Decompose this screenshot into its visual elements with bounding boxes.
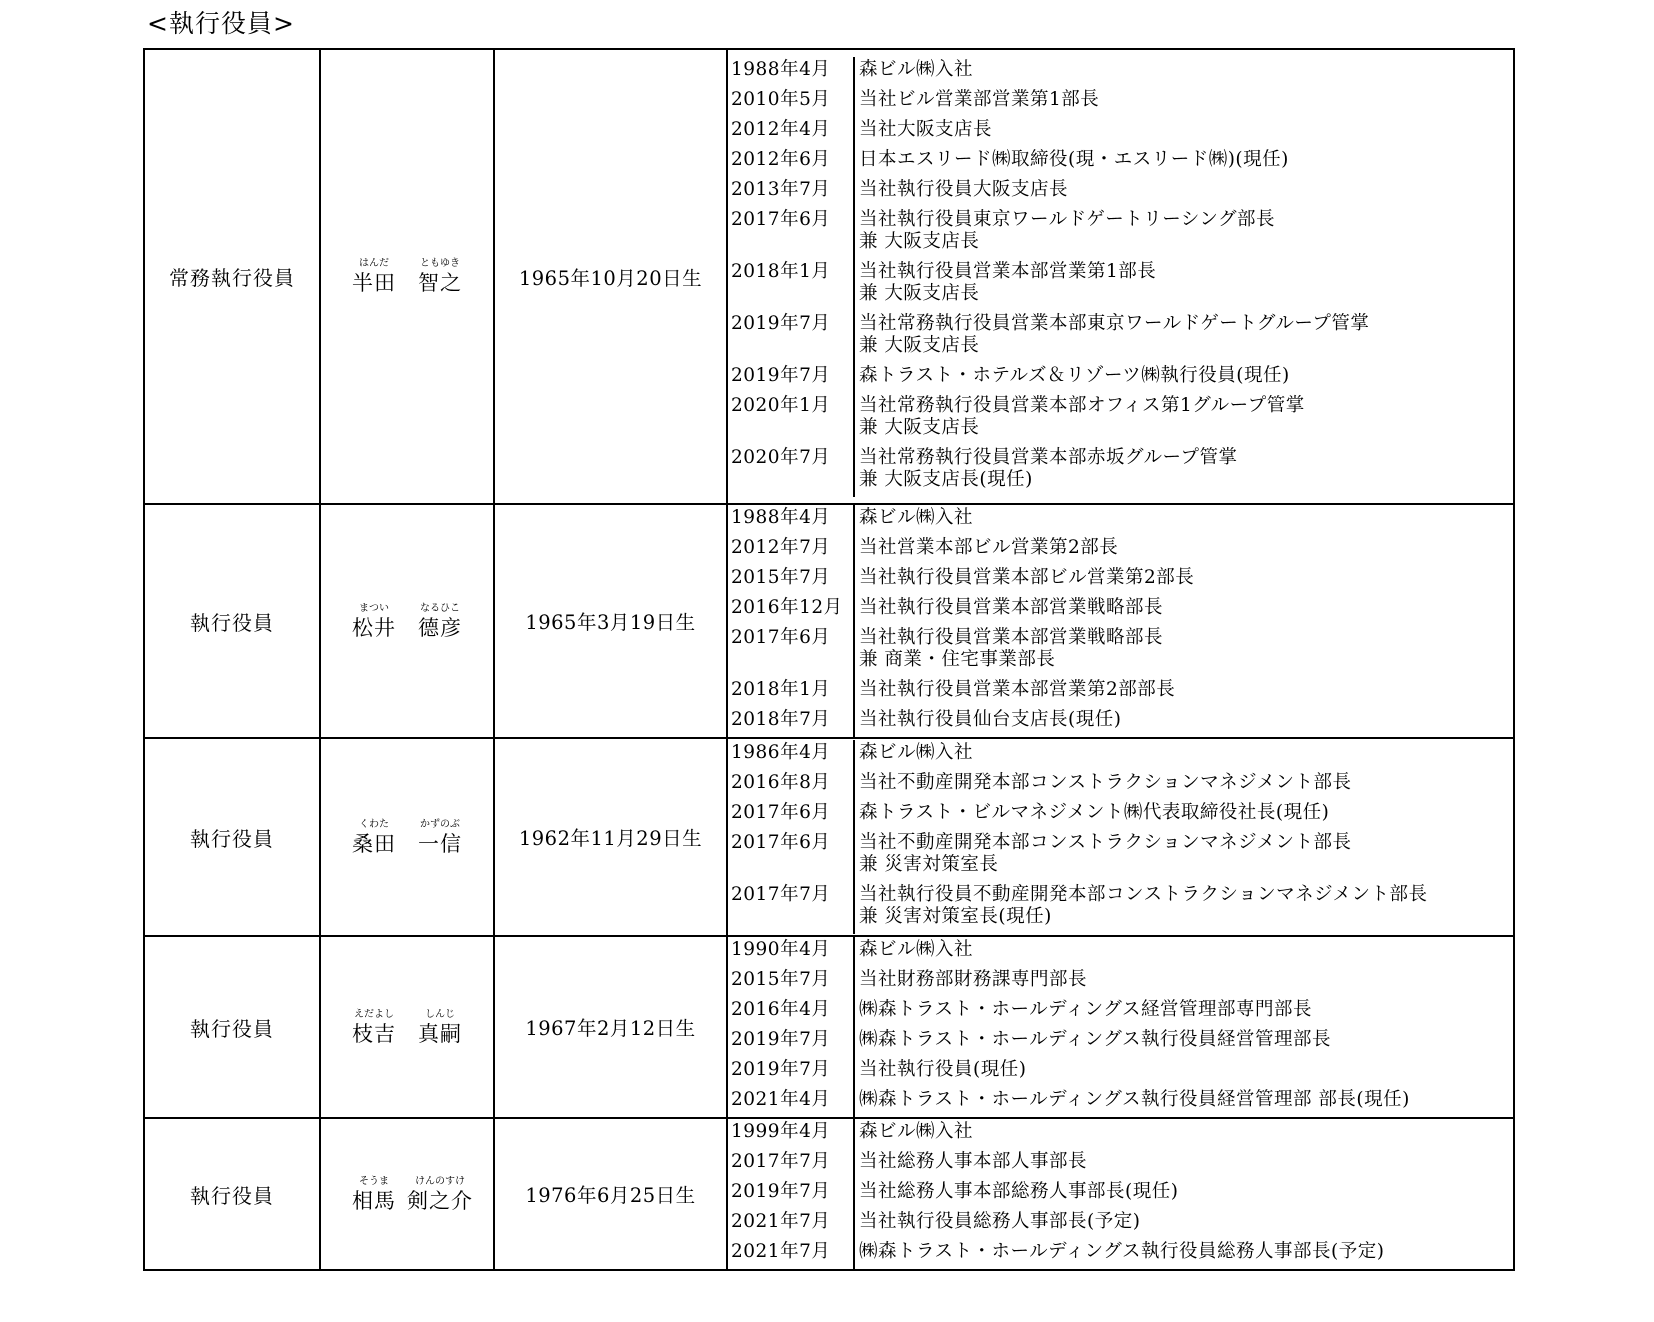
name-kanji bbox=[341, 1188, 473, 1214]
history-line: 当社執行役員営業本部営業第1部長 bbox=[859, 260, 1157, 282]
history-line: 当社執行役員営業本部ビル営業第2部長 bbox=[859, 567, 1195, 588]
history-line: ㈱森トラスト・ホールディングス執行役員経営管理部 部長(現任) bbox=[859, 1089, 1410, 1110]
name-kanji bbox=[341, 270, 473, 296]
history-line: 兼 大阪支店長 bbox=[859, 334, 980, 356]
history-entry bbox=[855, 311, 1513, 363]
history-line: 当社執行役員総務人事部長(予定) bbox=[859, 1211, 1141, 1232]
name-furigana bbox=[341, 1175, 473, 1188]
history-date: 2017年6月 bbox=[728, 830, 855, 882]
history-line: 森トラスト・ビルマネジメント㈱代表取締役社長(現任) bbox=[859, 802, 1330, 823]
history-date: 2015年7月 bbox=[728, 565, 855, 595]
history-line: 森ビル㈱入社 bbox=[859, 939, 974, 960]
history-entry bbox=[855, 535, 1513, 565]
history-line: 兼 大阪支店長 bbox=[859, 282, 980, 304]
history-line: 兼 災害対策室長 bbox=[859, 854, 999, 875]
birth-cell bbox=[494, 936, 727, 1118]
history-entry bbox=[855, 882, 1513, 934]
family-name: 枝吉 bbox=[352, 1021, 396, 1046]
history-date: 2018年1月 bbox=[728, 259, 855, 311]
history-entry bbox=[855, 707, 1513, 737]
history-date: 2018年7月 bbox=[728, 707, 855, 737]
history-entry bbox=[855, 595, 1513, 625]
family-name: 相馬 bbox=[352, 1188, 396, 1213]
family-name: 桑田 bbox=[352, 831, 396, 856]
history-date: 2019年7月 bbox=[728, 1027, 855, 1057]
history-date: 2016年8月 bbox=[728, 770, 855, 800]
furigana-given: けんのすけ bbox=[415, 1175, 465, 1187]
history-date: 2020年7月 bbox=[728, 445, 855, 497]
officers-table bbox=[143, 48, 1515, 1271]
history-date: 1999年4月 bbox=[728, 1119, 855, 1149]
career-history bbox=[728, 505, 1513, 737]
history-date: 2012年6月 bbox=[728, 147, 855, 177]
birth-date: 1965年3月19日生 bbox=[525, 611, 696, 634]
history-date: 2017年6月 bbox=[728, 625, 855, 677]
history-date: 2013年7月 bbox=[728, 177, 855, 207]
history-entry bbox=[855, 830, 1513, 882]
history-entry bbox=[855, 1057, 1513, 1087]
history-entry bbox=[855, 363, 1513, 393]
history-date: 2010年5月 bbox=[728, 87, 855, 117]
history-date: 1988年4月 bbox=[728, 57, 855, 87]
history-line: 兼 大阪支店長 bbox=[859, 230, 980, 252]
birth-cell bbox=[494, 738, 727, 936]
history-date: 2012年7月 bbox=[728, 535, 855, 565]
history-date: 2012年4月 bbox=[728, 117, 855, 147]
officer-row bbox=[144, 504, 1514, 738]
officer-name bbox=[341, 1175, 473, 1214]
history-line: 当社執行役員仙台支店長(現任) bbox=[859, 709, 1122, 730]
history-line: 兼 災害対策室長(現任) bbox=[859, 906, 1052, 927]
history-line: 当社不動産開発本部コンストラクションマネジメント部長 bbox=[859, 772, 1352, 793]
history-entry bbox=[855, 937, 1513, 967]
history-entry bbox=[855, 445, 1513, 497]
officer-title: 執行役員 bbox=[190, 610, 274, 635]
career-history bbox=[728, 57, 1513, 497]
history-line: 当社営業本部ビル営業第2部長 bbox=[859, 537, 1119, 558]
furigana-family: くわた bbox=[359, 818, 389, 830]
history-entry bbox=[855, 1179, 1513, 1209]
history-date: 2019年7月 bbox=[728, 1057, 855, 1087]
history-line: 当社常務執行役員営業本部赤坂グループ管掌 bbox=[859, 446, 1238, 468]
history-line: 当社総務人事本部総務人事部長(現任) bbox=[859, 1181, 1179, 1202]
career-history bbox=[728, 740, 1513, 934]
birth-cell bbox=[494, 1118, 727, 1270]
family-name: 半田 bbox=[352, 271, 396, 295]
history-entry bbox=[855, 1149, 1513, 1179]
name-kanji bbox=[341, 831, 473, 857]
furigana-given: かずのぶ bbox=[420, 818, 460, 830]
history-entry bbox=[855, 565, 1513, 595]
history-entry bbox=[855, 393, 1513, 445]
history-line: 当社執行役員(現任) bbox=[859, 1059, 1027, 1080]
officer-name bbox=[341, 602, 473, 641]
name-furigana bbox=[341, 257, 473, 270]
history-entry bbox=[855, 177, 1513, 207]
given-name: 一信 bbox=[418, 831, 462, 856]
history-date: 2019年7月 bbox=[728, 311, 855, 363]
furigana-given: ともゆき bbox=[420, 258, 460, 269]
birth-date: 1962年11月29日生 bbox=[518, 827, 703, 850]
furigana-family: そうま bbox=[359, 1175, 389, 1187]
birth-date: 1976年6月25日生 bbox=[525, 1184, 696, 1207]
officer-row bbox=[144, 738, 1514, 936]
name-cell bbox=[320, 504, 494, 738]
history-line: 当社執行役員大阪支店長 bbox=[859, 178, 1069, 200]
history-date: 2021年7月 bbox=[728, 1209, 855, 1239]
history-line: ㈱森トラスト・ホールディングス経営管理部専門部長 bbox=[859, 999, 1313, 1020]
furigana-given: なるひこ bbox=[420, 602, 460, 614]
history-line: 当社常務執行役員営業本部オフィス第1グループ管掌 bbox=[859, 394, 1305, 416]
officer-name bbox=[341, 818, 473, 857]
history-date: 2017年7月 bbox=[728, 1149, 855, 1179]
history-date: 2015年7月 bbox=[728, 967, 855, 997]
given-name: 真嗣 bbox=[418, 1021, 462, 1046]
furigana-family: えだよし bbox=[354, 1008, 394, 1020]
officer-title: 常務執行役員 bbox=[169, 266, 295, 290]
history-line: 森ビル㈱入社 bbox=[859, 507, 974, 528]
birth-cell bbox=[494, 504, 727, 738]
history-line: 当社執行役員東京ワールドゲートリーシング部長 bbox=[859, 208, 1276, 230]
name-cell bbox=[320, 936, 494, 1118]
history-line: 森ビル㈱入社 bbox=[859, 58, 974, 80]
history-entry bbox=[855, 1087, 1513, 1117]
history-date: 2020年1月 bbox=[728, 393, 855, 445]
history-entry bbox=[855, 740, 1513, 770]
history-date: 2017年6月 bbox=[728, 207, 855, 259]
career-history bbox=[728, 1119, 1513, 1269]
history-line: ㈱森トラスト・ホールディングス執行役員総務人事部長(予定) bbox=[859, 1241, 1385, 1262]
officer-title: 執行役員 bbox=[190, 1016, 274, 1041]
career-history bbox=[728, 937, 1513, 1117]
name-furigana bbox=[341, 602, 473, 615]
history-date: 1988年4月 bbox=[728, 505, 855, 535]
history-line: 当社執行役員営業本部営業第2部部長 bbox=[859, 679, 1176, 700]
history-entry bbox=[855, 259, 1513, 311]
officer-row bbox=[144, 49, 1514, 504]
officer-title: 執行役員 bbox=[190, 1183, 274, 1208]
history-entry bbox=[855, 625, 1513, 677]
history-entry bbox=[855, 1027, 1513, 1057]
history-date: 1990年4月 bbox=[728, 937, 855, 967]
history-line: 当社執行役員不動産開発本部コンストラクションマネジメント部長 bbox=[859, 884, 1428, 905]
history-line: 当社大阪支店長 bbox=[859, 118, 993, 140]
name-cell bbox=[320, 49, 494, 504]
history-cell bbox=[727, 936, 1514, 1118]
history-line: 当社執行役員営業本部営業戦略部長 bbox=[859, 597, 1164, 618]
history-line: 兼 大阪支店長 bbox=[859, 416, 980, 438]
history-entry bbox=[855, 207, 1513, 259]
history-entry bbox=[855, 147, 1513, 177]
history-line: 当社ビル営業部営業第1部長 bbox=[859, 88, 1100, 110]
name-kanji bbox=[341, 615, 473, 641]
history-line: 当社執行役員営業本部営業戦略部長 bbox=[859, 627, 1164, 648]
history-entry bbox=[855, 117, 1513, 147]
history-line: 当社不動産開発本部コンストラクションマネジメント部長 bbox=[859, 832, 1352, 853]
history-cell bbox=[727, 1118, 1514, 1270]
history-date: 2016年4月 bbox=[728, 997, 855, 1027]
name-furigana bbox=[341, 1008, 473, 1021]
furigana-family: まつい bbox=[359, 602, 389, 614]
history-entry bbox=[855, 967, 1513, 997]
history-entry bbox=[855, 1209, 1513, 1239]
family-name: 松井 bbox=[352, 615, 396, 640]
name-cell bbox=[320, 738, 494, 936]
birth-cell bbox=[494, 49, 727, 504]
title-cell bbox=[144, 738, 320, 936]
history-date: 2017年7月 bbox=[728, 882, 855, 934]
history-cell bbox=[727, 738, 1514, 936]
history-entry bbox=[855, 677, 1513, 707]
officer-name bbox=[341, 257, 473, 296]
officer-row bbox=[144, 1118, 1514, 1270]
title-cell bbox=[144, 1118, 320, 1270]
officer-row bbox=[144, 936, 1514, 1118]
history-date: 2021年7月 bbox=[728, 1239, 855, 1269]
history-line: 兼 商業・住宅事業部長 bbox=[859, 649, 1056, 670]
history-entry bbox=[855, 57, 1513, 87]
history-line: 日本エスリード㈱取締役(現・エスリード㈱)(現任) bbox=[859, 148, 1289, 170]
history-line: 森ビル㈱入社 bbox=[859, 1121, 974, 1142]
history-entry bbox=[855, 87, 1513, 117]
title-cell bbox=[144, 49, 320, 504]
history-line: 当社財務部財務課専門部長 bbox=[859, 969, 1088, 990]
history-cell bbox=[727, 504, 1514, 738]
history-date: 2019年7月 bbox=[728, 1179, 855, 1209]
history-line: 当社総務人事本部人事部長 bbox=[859, 1151, 1088, 1172]
birth-date: 1967年2月12日生 bbox=[525, 1017, 696, 1040]
officer-title: 執行役員 bbox=[190, 826, 274, 851]
history-date: 2018年1月 bbox=[728, 677, 855, 707]
title-cell bbox=[144, 504, 320, 738]
given-name: 智之 bbox=[418, 271, 462, 295]
history-date: 2019年7月 bbox=[728, 363, 855, 393]
name-furigana bbox=[341, 818, 473, 831]
history-entry bbox=[855, 770, 1513, 800]
furigana-given: しんじ bbox=[425, 1008, 455, 1020]
history-entry bbox=[855, 1119, 1513, 1149]
history-entry bbox=[855, 997, 1513, 1027]
title-cell bbox=[144, 936, 320, 1118]
name-kanji bbox=[341, 1021, 473, 1047]
history-line: 森ビル㈱入社 bbox=[859, 742, 974, 763]
history-date: 2016年12月 bbox=[728, 595, 855, 625]
section-heading: <執行役員> bbox=[147, 9, 295, 38]
given-name: 剣之介 bbox=[407, 1188, 473, 1213]
history-date: 1986年4月 bbox=[728, 740, 855, 770]
history-line: 当社常務執行役員営業本部東京ワールドゲートグループ管掌 bbox=[859, 312, 1370, 334]
birth-date: 1965年10月20日生 bbox=[518, 266, 703, 290]
name-cell bbox=[320, 1118, 494, 1270]
history-line: 兼 大阪支店長(現任) bbox=[859, 468, 1033, 490]
history-line: ㈱森トラスト・ホールディングス執行役員経営管理部長 bbox=[859, 1029, 1332, 1050]
given-name: 德彦 bbox=[418, 615, 462, 640]
history-date: 2021年4月 bbox=[728, 1087, 855, 1117]
furigana-family: はんだ bbox=[359, 258, 389, 269]
history-entry bbox=[855, 800, 1513, 830]
officer-name bbox=[341, 1008, 473, 1047]
history-entry bbox=[855, 505, 1513, 535]
history-date: 2017年6月 bbox=[728, 800, 855, 830]
history-cell bbox=[727, 49, 1514, 504]
history-entry bbox=[855, 1239, 1513, 1269]
history-line: 森トラスト・ホテルズ＆リゾーツ㈱執行役員(現任) bbox=[859, 364, 1290, 386]
